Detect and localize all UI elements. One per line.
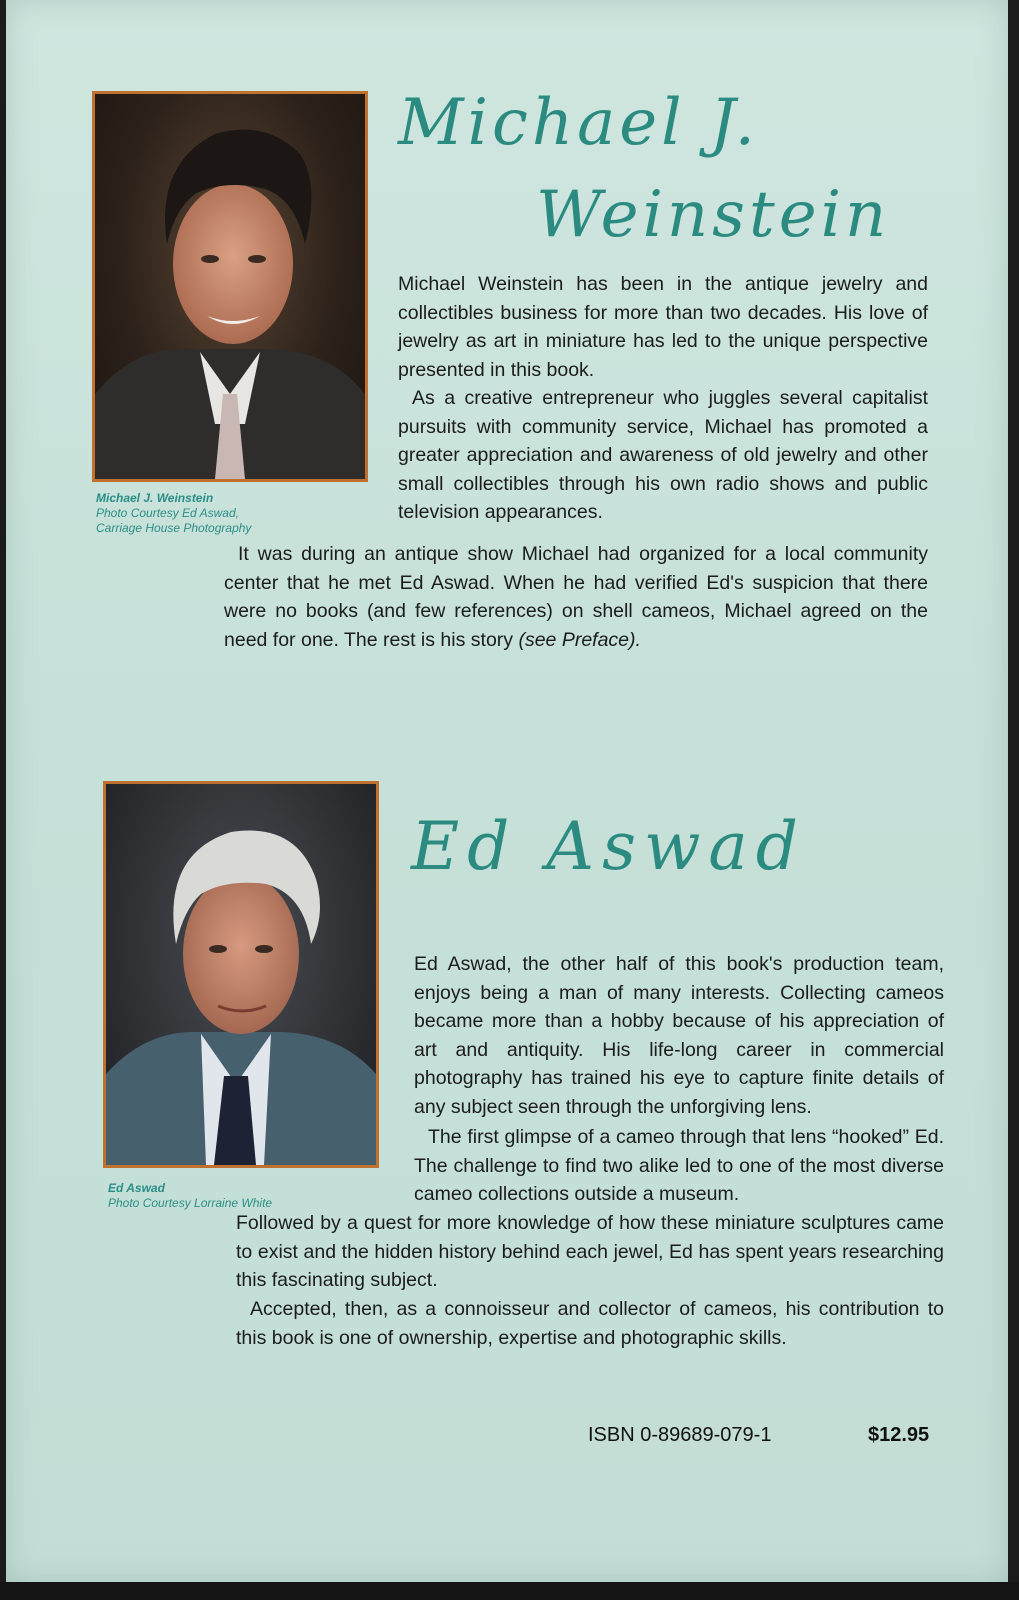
bio-paragraph-3: [224, 540, 928, 654]
author-photo-caption-michael: [96, 491, 356, 536]
caption-credit-line-1: Photo Courtesy Lorraine White: [108, 1196, 273, 1210]
author-photo-caption-ed: [108, 1181, 368, 1211]
bio-text: Michael Weinstein has been in the antique jewelry and collectibles business for more than two decades. His love of jewelry as art in miniature has led to the unique perspective presented in this book.: [398, 273, 928, 381]
bio-text: Followed by a quest for more knowledge of how these miniature sculptures came to exist and the hidden history behind each jewel, Ed has spent years researching this fascinating subject.: [236, 1212, 944, 1291]
scan-border: [0, 1582, 1019, 1600]
bio-paragraph-1: [398, 270, 928, 384]
caption-credit-line-2: Carriage House Photography: [96, 521, 252, 535]
bio-paragraph-1: [414, 950, 944, 1121]
caption-name: Michael J. Weinstein: [96, 491, 214, 505]
bio-paragraph-2: [414, 1123, 944, 1209]
portrait-illustration: [106, 784, 376, 1165]
author-name-heading: Ed Aswad: [411, 808, 807, 885]
bio-paragraph-2: [398, 384, 928, 527]
bio-paragraph-4: [236, 1295, 944, 1352]
portrait-illustration: [95, 94, 365, 479]
author-photo-michael-weinstein: [92, 91, 368, 482]
bio-paragraph-3: [236, 1209, 944, 1295]
book-back-cover: [6, 0, 1008, 1582]
bio-text: It was during an antique show Michael had organized for a local community center that he met Ed Aswad. When he had verified Ed's suspicion that there were no books (and few references) on shell cameos, Michael agreed on the need for one. The rest is his story: [224, 543, 928, 651]
bio-text: Ed Aswad, the other half of this book's production team, enjoys being a man of many interests. Collecting cameos became more than a hobby because of his appreciation of art and antiquity. His life-long career in commercial photography has trained his eye to capture finite details of any subject seen through the unforgiving lens.: [414, 953, 944, 1118]
bio-text: Accepted, then, as a connoisseur and collector of cameos, his contribution to this book is one of ownership, expertise and photographic skills.: [236, 1298, 944, 1349]
price-label: $12.95: [868, 1424, 930, 1446]
caption-credit-line-1: Photo Courtesy Ed Aswad,: [96, 506, 239, 520]
preface-reference: (see Preface).: [518, 628, 641, 651]
bio-text: The first glimpse of a cameo through that lens “hooked” Ed. The challenge to find two alike led to one of the most diverse cameo collections outside a museum.: [414, 1126, 944, 1205]
caption-name: Ed Aswad: [108, 1181, 165, 1195]
author-name-heading-line-2: Weinstein: [536, 178, 891, 252]
bio-text: As a creative entrepreneur who juggles several capitalist pursuits with community service, Michael has promoted a greater appreciation and awareness of old jewelry and other small collectibles through his own radio shows and public television appearances.: [398, 387, 928, 523]
author-photo-ed-aswad: [103, 781, 379, 1168]
author-name-heading-line-1: Michael J.: [398, 86, 759, 160]
isbn-number: ISBN 0-89689-079-1: [588, 1424, 772, 1446]
